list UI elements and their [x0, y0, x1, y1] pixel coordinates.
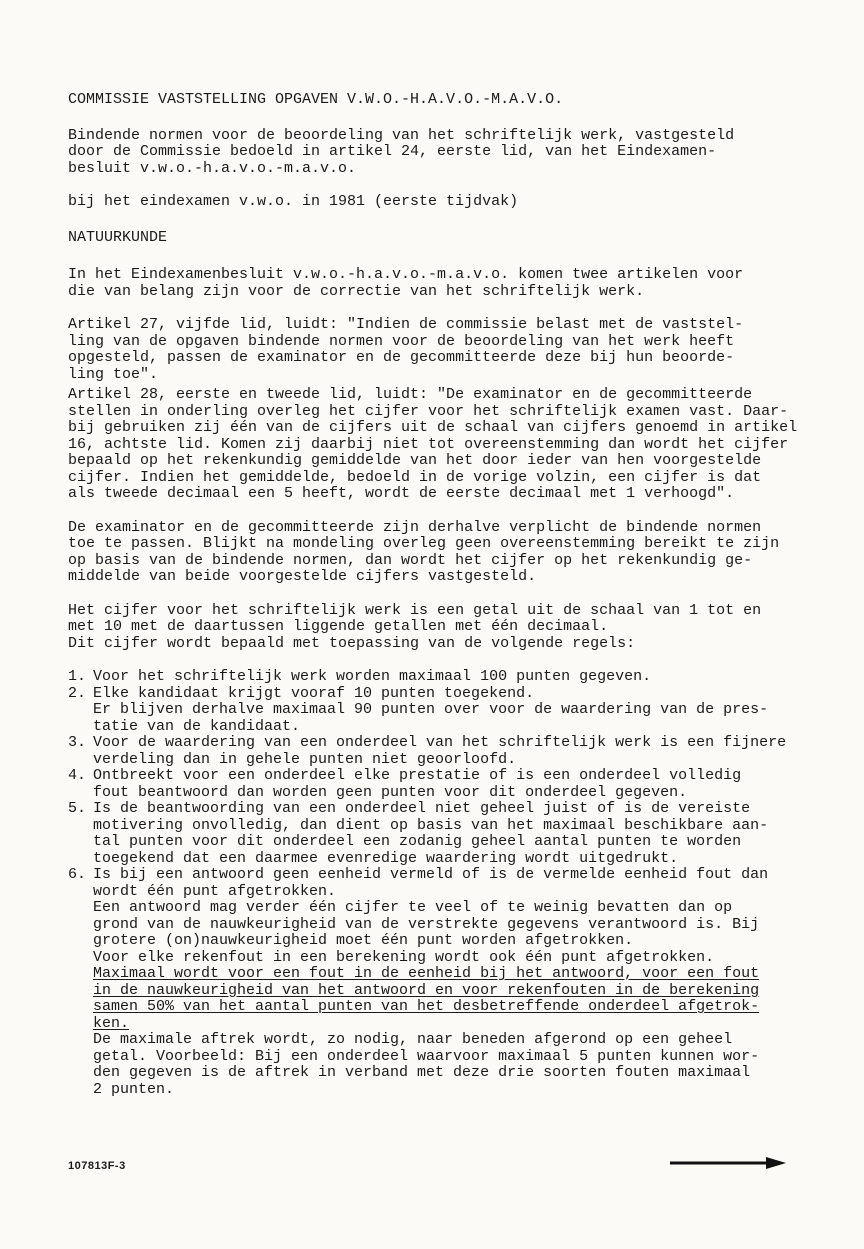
- rule-number: 4.: [68, 767, 87, 784]
- intro-paragraph: Bindende normen voor de beoordeling van het schriftelijk werk, vastgesteld door de Commissie bedoeld in artikel 24, eerste lid, van het Eindexamen- besluit v.w.o.-h.a.v.o.-m.a.v.o.: [68, 126, 735, 177]
- rule-item: 2. Elke kandidaat krijgt vooraf 10 punten toegekend. Er blijven derhalve maximaal 90 punten over voor de waardering van de pres- tatie van de kandidaat.: [68, 684, 769, 735]
- rule-item: 6. Is bij een antwoord geen eenheid vermeld of is de vermelde eenheid fout dan wordt één punt afgetrokken. Een antwoord mag verder één cijfer te veel of te weinig bevatten dan op grond van de nauwkeurigheid van de verstrekte gegevens verantwoord is. Bij grotere (on)nauwkeurigheid moet één punt worden afgetrokken. Voor elke rekenfout in een berekening wordt ook één punt afgetrokken. Maximaal wordt voor een fout in de eenheid bij het antwoord, voor een fout in de nauwkeurigheid van het antwoord en voor rekenfouten in de berekening samen 50% van het aantal punten van het desbetreffende onderdeel afgetrok- ken. De maximale aftrek wordt, zo nodig, naar beneden afgerond op een geheel getal. Voorbeeld: Bij een onderdeel waarvoor maximaal 5 punten kunnen wor- den gegeven is de aftrek in verband met deze drie soorten fouten maximaal 2 punten.: [68, 867, 808, 1098]
- document-header: COMMISSIE VASTSTELLING OPGAVEN V.W.O.-H.A.V.O.-M.A.V.O.: [68, 91, 564, 108]
- exam-line: bij het eindexamen v.w.o. in 1981 (eerste tijdvak): [68, 193, 519, 210]
- paragraph-grade-scale: Het cijfer voor het schriftelijk werk is een getal uit de schaal van 1 tot en met 10 met de daartussen liggende getallen met één decimaal. Dit cijfer wordt bepaald met toepassing van de volgende regels:: [68, 601, 762, 652]
- rule-item: 1. Voor het schriftelijk werk worden maximaal 100 punten gegeven.: [68, 668, 652, 685]
- footer-document-code: 107813F-3: [68, 1160, 126, 1172]
- underlined-maximum-deduction: Maximaal wordt voor een fout in de eenheid bij het antwoord, voor een fout in de nauwkeurigheid van het antwoord en voor rekenfouten in de berekening samen 50% van het aantal punten van het desbetreffende onderdeel afgetrok- ken.: [93, 965, 760, 1032]
- rule-number: 2.: [68, 684, 87, 702]
- rule-number: 5.: [68, 800, 87, 817]
- paragraph-obligation: De examinator en de gecommitteerde zijn derhalve verplicht de bindende normen toe te passen. Blijkt na mondeling overleg geen overeenstemming bereikt te zijn op basis van de bindende normen, dan wordt het cijfer op het rekenkundig ge- middelde van beide voorgestelde cijfers vastgesteld.: [68, 518, 780, 585]
- subject-title: NATUURKUNDE: [68, 228, 168, 246]
- paragraph-articles-intro: In het Eindexamenbesluit v.w.o.-h.a.v.o.-m.a.v.o. komen twee artikelen voor die van belang zijn voor de correctie van het schriftelijk werk.: [68, 266, 744, 300]
- article-27: Artikel 27, vijfde lid, luidt: "Indien de commissie belast met de vaststel- ling van de opgaven bindende normen voor de beoordeling van het werk heeft opgesteld, passen de examinator en de gecommitteerde deze bij hun beoorde- ling toe".: [68, 316, 744, 383]
- right-arrow-icon: [668, 1156, 788, 1170]
- rule-item: 5. Is de beantwoording van een onderdeel niet geheel juist of is de vereiste motivering onvolledig, dan dient op basis van het maximaal beschikbare aan- tal punten voor dit onderdeel een zodanig geheel aantal punten te worden toegekend dat een daarmee evenredige waardering wordt uitgedrukt.: [68, 800, 769, 867]
- rule-number: 1.: [68, 668, 87, 685]
- document-page: [68, 92, 808, 1098]
- rules-list: [68, 669, 808, 1098]
- article-28: Artikel 28, eerste en tweede lid, luidt: "De examinator en de gecommitteerde stellen in onderling overleg het cijfer voor het schriftelijk examen vast. Daar- bij gebruiken zij één van de cijfers uit de schaal van cijfers genoemd in artikel 16, achtste lid. Komen zij daarbij niet tot overeenstemming dan wordt het cijfer bepaald op het rekenkundig gemiddelde van het door ieder van hen voorgestelde cijfer. Indien het gemiddelde, bedoeld in de vorige volzin, een cijfer is dat als tweede decimaal een 5 heeft, wordt de eerste decimaal met 1 verhoogd".: [68, 386, 798, 502]
- rule-number: 3.: [68, 734, 87, 751]
- rule-number: 6.: [68, 866, 87, 883]
- rule-item: 3. Voor de waardering van een onderdeel van het schriftelijk werk is een fijnere verdeling dan in gehele punten niet geoorloofd.: [68, 734, 787, 768]
- rule-item: 4. Ontbreekt voor een onderdeel elke prestatie of is een onderdeel volledig fout beantwoord dan worden geen punten voor dit onderdeel gegeven.: [68, 767, 742, 801]
